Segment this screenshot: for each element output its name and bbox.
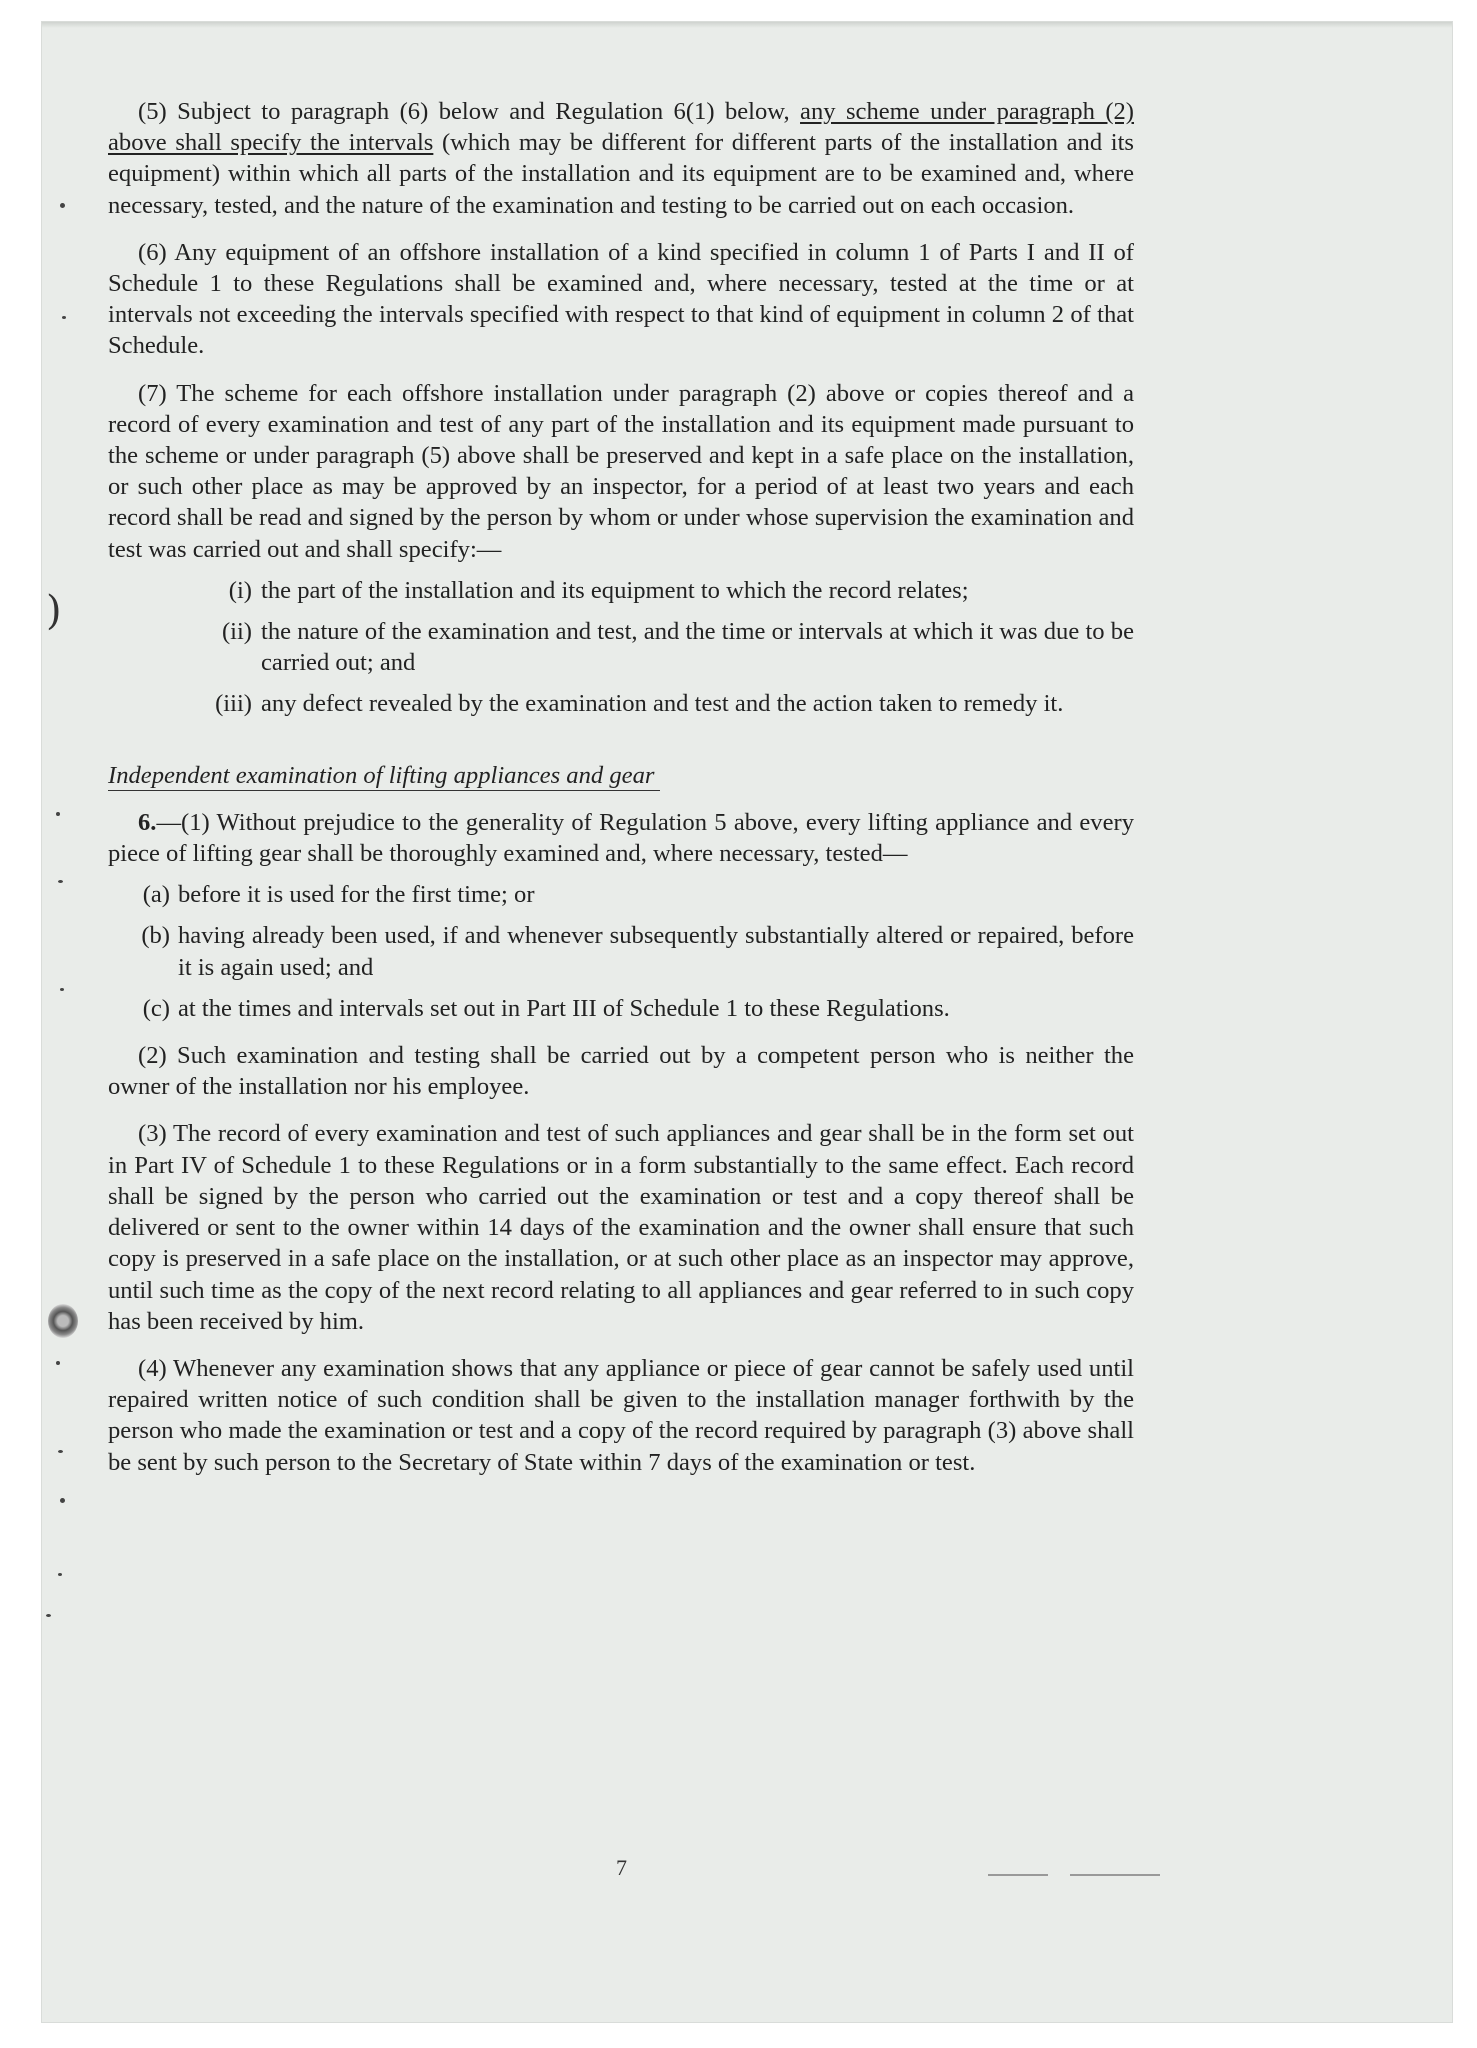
- paragraph-6: (6) Any equipment of an offshore installation of a kind specified in column 1 of Parts I and II of Schedule 1 to these Regulations shall be examined and, where necessary, tested at the time or at intervals not exceeding the intervals specified with respect to that kind of equipment in column 2 of that Schedule.: [108, 238, 1134, 360]
- margin-dot: [60, 203, 65, 208]
- scan-artifact-line: [988, 1874, 1048, 1876]
- list-item-label: (ii): [221, 618, 252, 646]
- list-item-text: any defect revealed by the examination and test and the action taken to remedy it.: [261, 690, 1064, 718]
- page-top-edge: [42, 22, 1452, 28]
- regulation-6-paragraph-2: (2) Such examination and testing shall be carried out by a competent person who is neither the owner of the installation nor his employee.: [108, 1042, 1134, 1101]
- paragraph-5-intro: (5) Subject to paragraph (6) below and Regulation 6(1) below,: [138, 98, 801, 125]
- list-item: [108, 879, 1134, 910]
- margin-dot: [58, 880, 63, 883]
- margin-dot: [62, 316, 66, 319]
- margin-bracket-mark: ): [46, 588, 62, 634]
- list-item: [108, 616, 1134, 678]
- margin-dot: [58, 1573, 62, 1576]
- margin-dot: [46, 1614, 51, 1617]
- paragraph-5-rest: (which may be different for different parts of the installation and its equipment) within which all parts of the installation and its equipment are to be examined and, where necessary, tested, and the nature of the examination and testing to be carried out on each occasion.: [108, 129, 1134, 219]
- list-item-label: (a): [142, 881, 170, 909]
- punch-hole-mark: [48, 1304, 78, 1338]
- list-item-label: (b): [141, 922, 170, 950]
- list-item: [108, 920, 1134, 982]
- regulation-6-paragraph-1: [108, 807, 1134, 869]
- margin-dot: [56, 1361, 60, 1365]
- paragraph-5-underlined-text: any scheme under paragraph (2) above shall specify the intervals: [108, 98, 1134, 157]
- list-item: [108, 688, 1134, 719]
- regulation-number: 6.: [138, 808, 157, 836]
- list-item-text: the part of the installation and its equipment to which the record relates;: [261, 576, 969, 604]
- margin-dot: [60, 988, 64, 991]
- margin-dot: [58, 1450, 63, 1453]
- margin-dot: [56, 812, 60, 816]
- section-heading: Independent examination of lifting appliances and gear: [108, 762, 660, 791]
- list-item-text: the nature of the examination and test, and the time or intervals at which it was due to be carried out; and: [261, 618, 1134, 677]
- list-item-label: (c): [142, 994, 170, 1022]
- regulation-6-paragraph-3: (3) The record of every examination and test of such appliances and gear shall be in the form set out in Part IV of Schedule 1 to these Regulations or in a form substantially to the same effect. Each record shall be signed by the person who carried out the examination or test and a copy thereof shall be delivered or sent to the owner within 14 days of the examination and the owner shall ensure that such copy is preserved in a safe place on the installation, or at such other place as an inspector may approve, until such time as the copy of the next record relating to all appliances and gear referred to in such copy has been received by him.: [108, 1120, 1134, 1335]
- regulation-6-paragraph-1-text: —(1) Without prejudice to the generality of Regulation 5 above, every lifting appliance and every piece of lifting gear shall be thoroughly examined and, where necessary, tested—: [108, 808, 1134, 868]
- list-item-label: (i): [228, 576, 252, 604]
- list-item: [108, 575, 1134, 606]
- list-item-text: before it is used for the first time; or: [178, 881, 535, 909]
- scan-artifact-line: [1070, 1874, 1160, 1876]
- list-item: [108, 993, 1134, 1024]
- paragraph-7: (7) The scheme for each offshore installation under paragraph (2) above or copies thereof and a record of every examination and test of any part of the installation and its equipment made pursuant to the scheme or under paragraph (5) above shall be preserved and kept in a safe place on the installation, or such other place as may be approved by an inspector, for a period of at least two years and each record shall be read and signed by the person by whom or under whose supervision the examination and test was carried out and shall specify:—: [108, 379, 1134, 563]
- list-item-text: at the times and intervals set out in Part III of Schedule 1 to these Regulations.: [178, 994, 950, 1022]
- list-item-label: (iii): [215, 690, 252, 718]
- paragraph-5: [108, 96, 1134, 221]
- page-number: 7: [616, 1855, 627, 1880]
- document-body: [108, 96, 1134, 1478]
- list-item-text: having already been used, if and whenever subsequently substantially altered or repaired, before it is again used; and: [178, 922, 1134, 981]
- regulation-6-paragraph-4: (4) Whenever any examination shows that any appliance or piece of gear cannot be safely used until repaired written notice of such condition shall be given to the installation manager forthwith by the person who made the examination or test and a copy of the record required by paragraph (3) above shall be sent by such person to the Secretary of State within 7 days of the examination or test.: [108, 1354, 1134, 1476]
- margin-dot: [60, 1498, 65, 1503]
